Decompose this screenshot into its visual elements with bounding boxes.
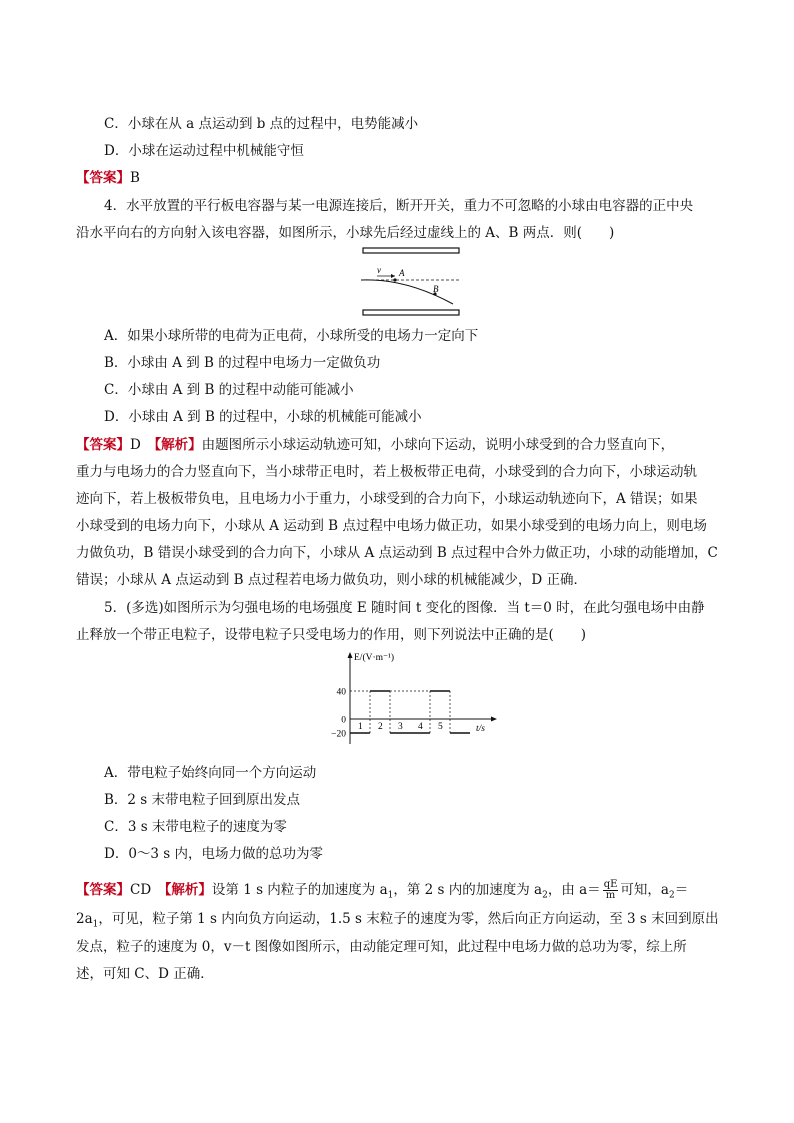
- answer-value: B: [130, 170, 140, 186]
- analysis-text: 设第 1 s 内粒子的加速度为 a: [211, 882, 388, 898]
- q3-option-d: D．小球在运动过程中机械能守恒: [104, 143, 304, 159]
- fraction-numerator: qE: [603, 879, 618, 890]
- capacitor-figure: [355, 246, 465, 318]
- q5-stem-line-2: 止释放一个带正电粒子，设带电粒子只受电场力的作用，则下列说法中正确的是( ): [76, 627, 587, 643]
- x-tick-label: 4: [418, 722, 423, 732]
- q5-analysis-line-3: 发点，粒子的速度为 0，v－t 图像如图所示，由动能定理可知，此过程中电场力做的总功为零，综上所: [76, 939, 687, 955]
- top-plate: [363, 248, 459, 253]
- y-tick-label: 0: [341, 715, 346, 726]
- analysis-text: ，由 a＝: [547, 882, 601, 898]
- answer-value: D: [130, 437, 141, 453]
- subscript: 2: [542, 890, 548, 901]
- q5-analysis-line-2: [76, 909, 719, 935]
- x-tick-label: 5: [438, 722, 443, 732]
- q5-option-d: D．0～3 s 内，电场力做的总功为零: [104, 846, 324, 862]
- answer-value: CD: [130, 882, 152, 898]
- fraction-denominator: m: [605, 890, 616, 901]
- ball-trajectory: [361, 280, 453, 304]
- analysis-text: ，第 2 s 内的加速度为 a: [393, 882, 543, 898]
- y-axis-arrow: [348, 652, 353, 658]
- subscript: 1: [387, 890, 394, 901]
- e-t-chart: [318, 648, 498, 750]
- point-b-label: B: [433, 284, 439, 294]
- analysis-text: ，可见，粒子第 1 s 内向负方向运动，1.5 s 末粒子的速度为零，然后向正方向运动，至 3 s 末回到原出: [98, 911, 719, 927]
- q5-stem-line-1: 5．(多选)如图所示为匀强电场的电场强度 E 随时间 t 变化的图像．当 t＝0 时，在此匀强电场中由静: [104, 600, 705, 616]
- answer-tag: 【答案】: [76, 437, 130, 453]
- velocity-label: v: [377, 265, 381, 275]
- q3-option-c: C．小球在从 a 点运动到 b 点的过程中，电势能减小: [104, 116, 419, 132]
- analysis-text: 由题图所示小球运动轨迹可知，小球向下运动，说明小球受到的合力竖直向下，: [201, 437, 675, 453]
- analysis-text: 可知，a: [620, 882, 669, 898]
- y-axis-label: E/(V·m⁻¹): [354, 653, 395, 663]
- q3-answer: [76, 168, 140, 188]
- q4-analysis-line-4: 小球受到的电场力向下，小球从 A 运动到 B 点过程中电场力做正功，如果小球受到的电场力向上，则电场: [76, 518, 707, 534]
- analysis-text: ＝: [674, 882, 689, 898]
- bottom-plate: [363, 310, 459, 315]
- subscript: 1: [92, 919, 99, 930]
- subscript: 2: [668, 890, 675, 901]
- q4-answer-line: [76, 435, 674, 455]
- q5-answer-line: [76, 880, 688, 906]
- velocity-arrowhead: [391, 274, 395, 278]
- q4-analysis-line-5: 力做负功，B 错误小球受到的合力向下，小球从 A 点运动到 B 点过程中合外力做正功，小球的动能增加，C: [76, 545, 718, 561]
- answer-tag: 【答案】: [76, 170, 130, 186]
- q4-stem-line-2: 沿水平向右的方向射入该电容器，如图所示，小球先后经过虚线上的 A、B 两点．则( ): [76, 225, 615, 241]
- q4-option-c: C．小球由 A 到 B 的过程中动能可能减小: [104, 382, 354, 398]
- analysis-tag: 【解析】: [164, 882, 212, 898]
- q5-option-c: C．3 s 末带电粒子的速度为零: [104, 819, 287, 835]
- x-axis-label: t/s: [476, 724, 485, 734]
- q5-option-a: A．带电粒子始终向同一个方向运动: [104, 765, 317, 781]
- point-a-dot: [393, 278, 396, 281]
- answer-tag: 【答案】: [76, 882, 130, 898]
- q4-option-a: A．如果小球所带的电荷为正电荷，小球所受的电场力一定向下: [104, 328, 479, 344]
- q4-analysis-line-2: 重力与电场力的合力竖直向下，当小球带正电时，若上极板带正电荷，小球受到的合力向下，小球运动轨: [76, 464, 697, 480]
- x-tick-label: 3: [398, 722, 403, 732]
- x-axis-arrow: [491, 717, 497, 722]
- q4-option-d: D．小球由 A 到 B 的过程中，小球的机械能可能减小: [104, 409, 422, 425]
- q5-option-b: B．2 s 末带电粒子回到原出发点: [104, 792, 301, 808]
- analysis-tag: 【解析】: [154, 437, 202, 453]
- y-tick-label: −20: [331, 729, 346, 740]
- x-tick-label: 1: [358, 722, 363, 732]
- point-a-label: A: [399, 268, 405, 278]
- fraction-qe-over-m: [603, 880, 619, 901]
- q4-option-b: B．小球由 A 到 B 的过程中电场力一定做负功: [104, 355, 381, 371]
- q5-analysis-line-4: 述，可知 C、D 正确．: [76, 966, 214, 982]
- q4-analysis-line-3: 迹向下，若上极板带负电，且电场力小于重力，小球受到的合力向下，小球运动轨迹向下，A 错误；如果: [76, 491, 698, 507]
- analysis-text: 2a: [76, 911, 93, 927]
- y-tick-label: 40: [336, 687, 346, 698]
- q4-analysis-line-6: 错误；小球从 A 点运动到 B 点过程若电场力做负功，则小球的机械能减少，D 正确．: [76, 572, 587, 588]
- x-tick-label: 2: [378, 722, 383, 732]
- q4-stem-line-1: 4．水平放置的平行板电容器与某一电源连接后，断开开关，重力不可忽略的小球由电容器的正中央: [104, 198, 694, 214]
